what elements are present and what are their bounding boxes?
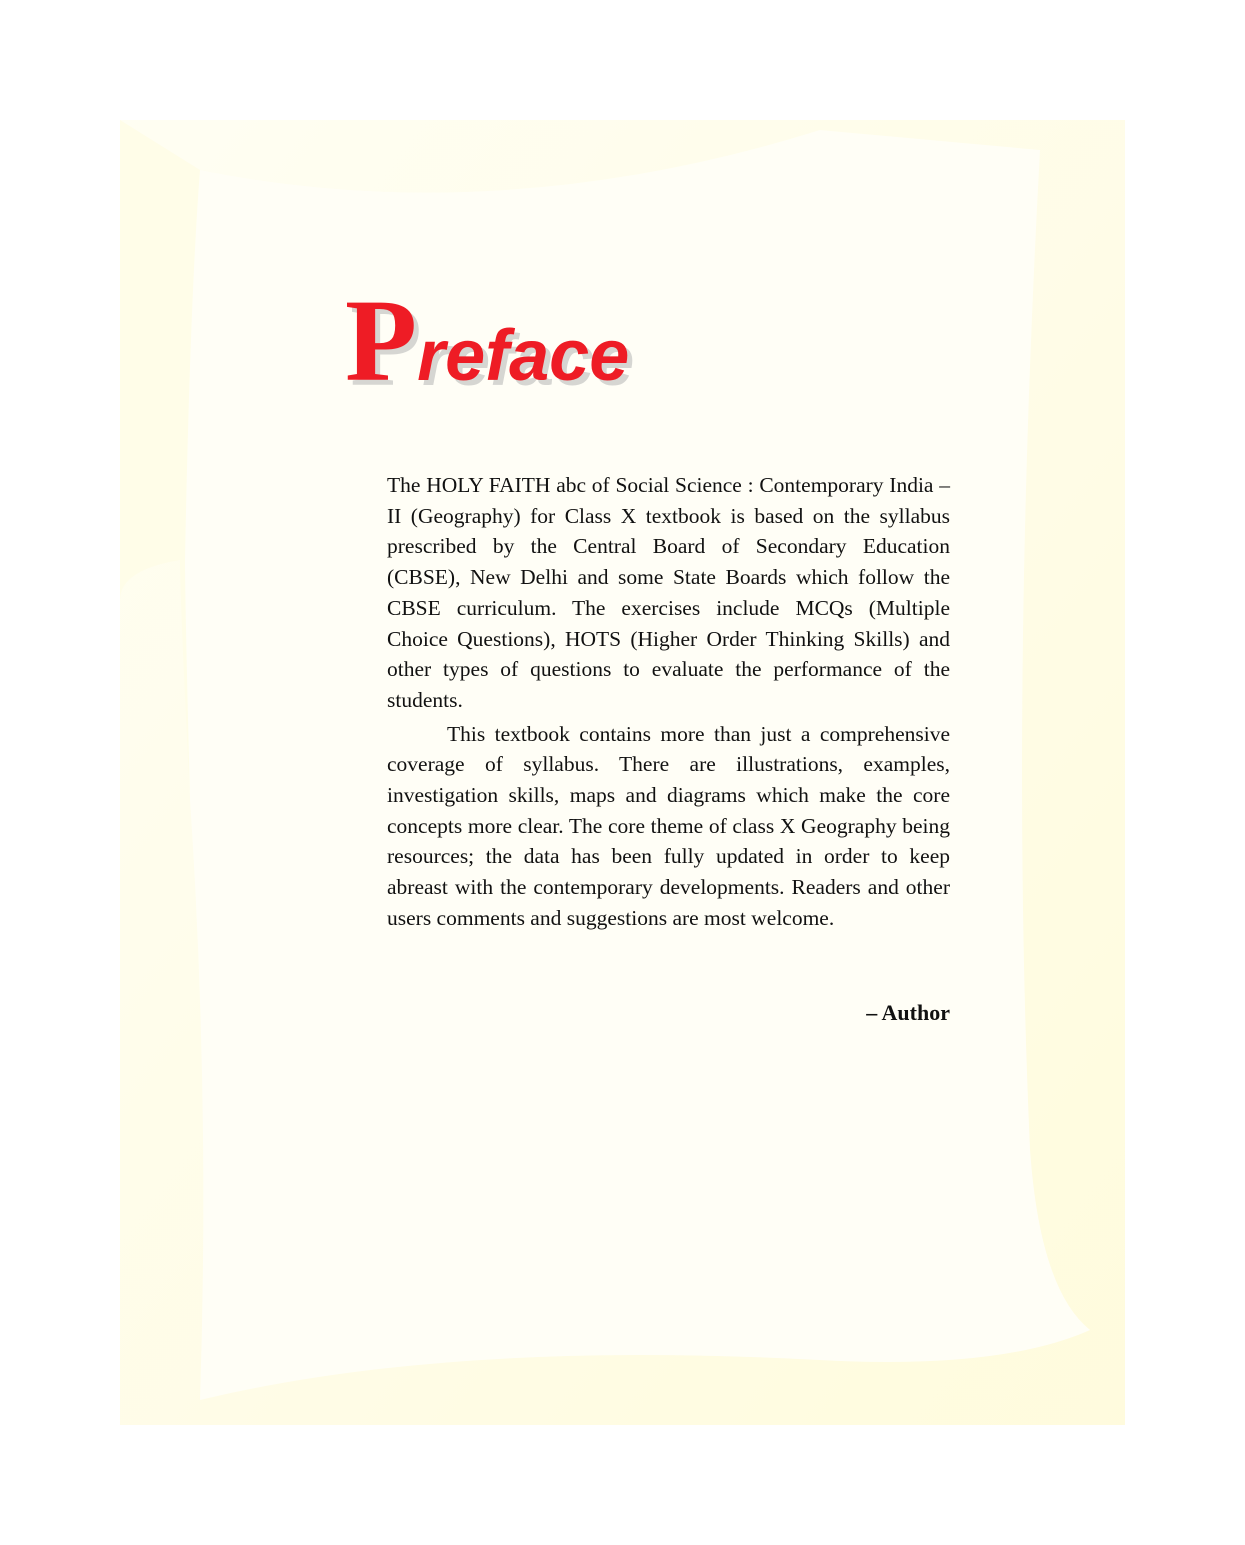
preface-body [387,470,950,934]
page-title [345,275,630,406]
author-signature: – Author [866,1000,950,1025]
title-initial: P [345,275,418,406]
title-rest: reface [417,316,630,396]
paragraph: This textbook contains more than just a comprehensive coverage of syllabus. There are illustrations, examples, investigation skills, maps and diagrams which make the core concepts more clear. The core theme of class X Geography being resources; the data has been fully updated in order to keep abreast with the contemporary developments. Readers and other users comments and suggestions are most welcome. [387,721,950,930]
paragraph: The HOLY FAITH abc of Social Science : Contemporary India – II (Geography) for Class X textbook is based on the syllabus prescribed by the Central Board of Secondary Education (CBSE), New Delhi and some State Boards which follow the CBSE curriculum. The exercises include MCQs (Multiple Choice Questions), HOTS (Higher Order Thinking Skills) and other types of questions to evaluate the performance of the students. [387,473,950,712]
